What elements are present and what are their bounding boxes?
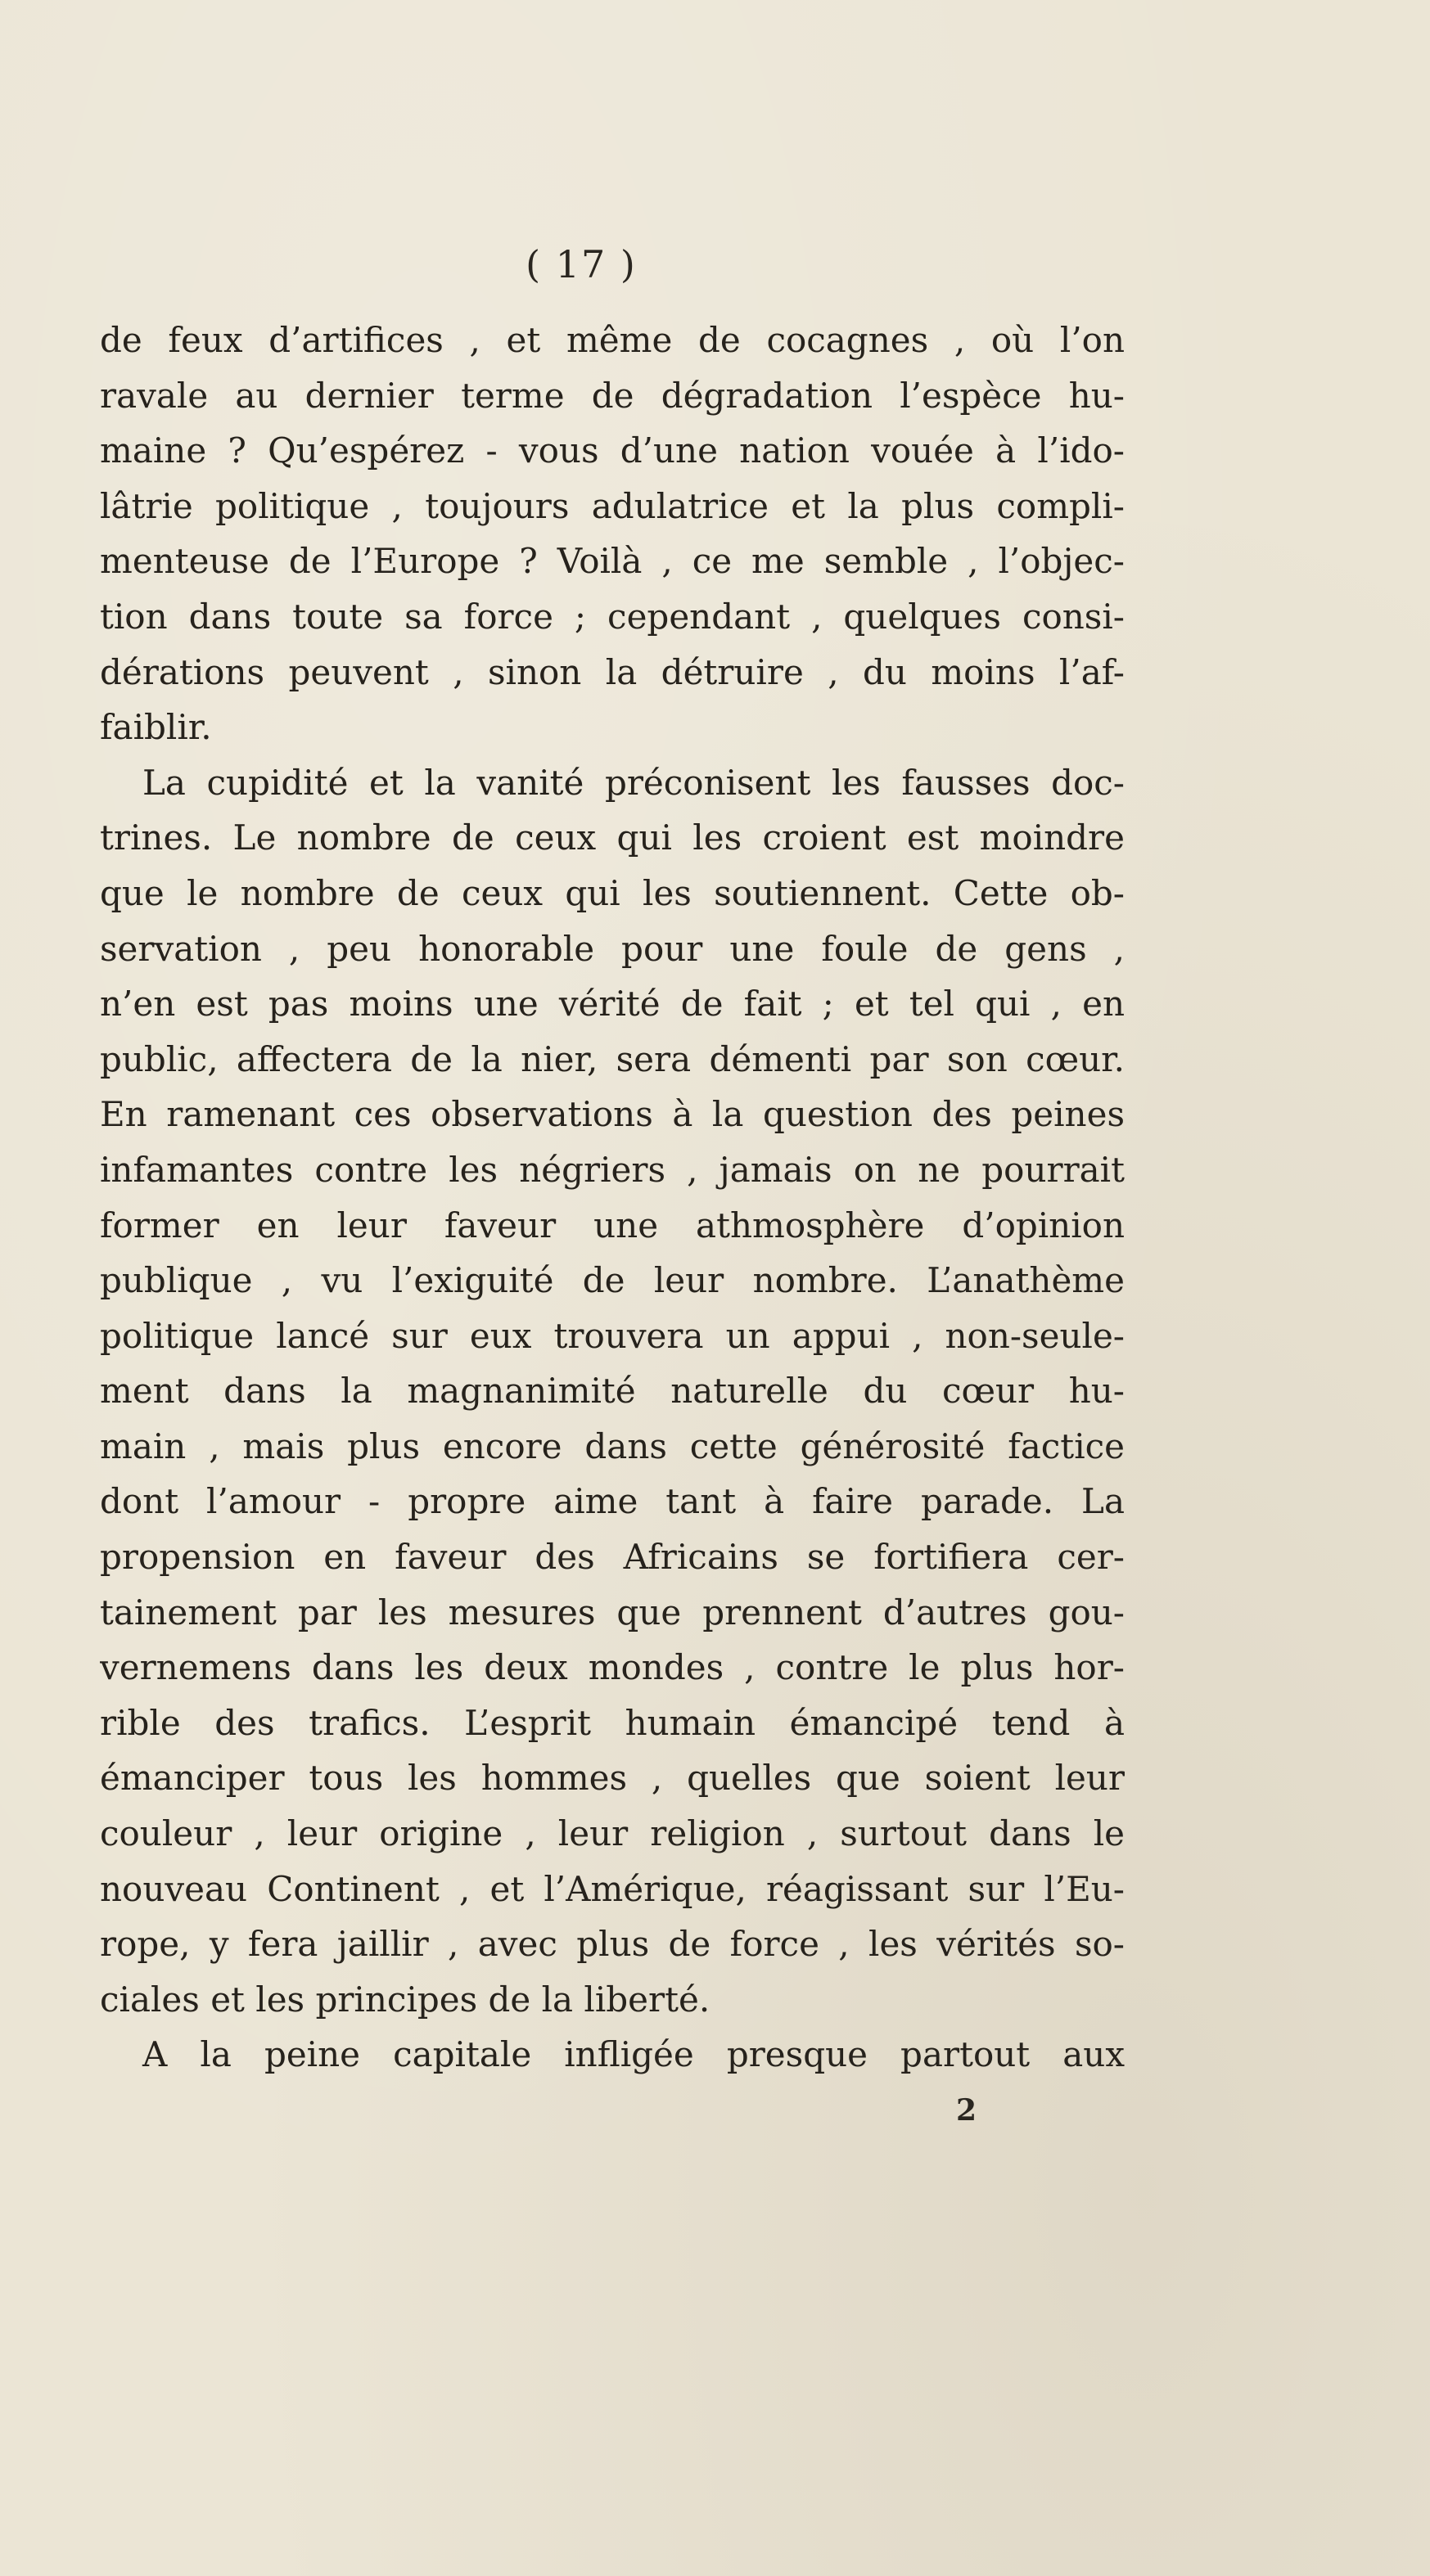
- text-line: de feux d’artifices , et même de cocagnes , où l’on: [100, 320, 1125, 360]
- text-line: La cupidité et la vanité préconisent les fausses doc-: [142, 762, 1125, 803]
- text-line: infamantes contre les négriers , jamais on ne pourrait: [100, 1149, 1125, 1190]
- text-line: menteuse de l’Europe ? Voilà , ce me semble , l’objec-: [100, 541, 1125, 582]
- page-number: ( 17 ): [526, 242, 637, 286]
- text-line: En ramenant ces observations à la question des peines: [100, 1094, 1125, 1135]
- text-line: maine ? Qu’espérez - vous d’une nation vouée à l’ido-: [100, 430, 1125, 471]
- text-line: vernemens dans les deux mondes , contre le plus hor-: [100, 1647, 1125, 1688]
- text-line: lâtrie politique , toujours adulatrice et la plus compli-: [100, 485, 1125, 526]
- text-line: ravale au dernier terme de dégradation l’espèce hu-: [100, 375, 1125, 416]
- text-line: former en leur faveur une athmosphère d’opinion: [100, 1205, 1125, 1245]
- text-line: trines. Le nombre de ceux qui les croient est moindre: [100, 817, 1125, 858]
- body-text: [100, 313, 1125, 2083]
- text-line: que le nombre de ceux qui les soutiennent. Cette ob-: [100, 872, 1125, 913]
- text-line: propension en faveur des Africains se fortifiera cer-: [100, 1537, 1125, 1578]
- text-line: main , mais plus encore dans cette générosité factice: [100, 1425, 1125, 1466]
- text-line: politique lancé sur eux trouvera un appui , non-seule-: [100, 1315, 1125, 1356]
- text-line: couleur , leur origine , leur religion , surtout dans le: [100, 1813, 1125, 1854]
- text-line: tion dans toute sa force ; cependant , quelques consi-: [100, 596, 1125, 637]
- text-line: faiblir.: [100, 707, 212, 748]
- text-line: rope, y fera jaillir , avec plus de force , les vérités so-: [100, 1924, 1125, 1965]
- text-line: émanciper tous les hommes , quelles que soient leur: [100, 1758, 1125, 1799]
- text-line: tainement par les mesures que prennent d’autres gou-: [100, 1592, 1125, 1633]
- text-line: n’en est pas moins une vérité de fait ; et tel qui , en: [100, 984, 1125, 1025]
- text-line: servation , peu honorable pour une foule de gens ,: [100, 928, 1125, 969]
- text-line: ment dans la magnanimité naturelle du cœur hu-: [100, 1371, 1125, 1412]
- text-line: ciales et les principes de la liberté.: [100, 1979, 710, 2020]
- signature-mark: 2: [956, 2093, 977, 2128]
- text-line: dont l’amour - propre aime tant à faire parade. La: [100, 1481, 1125, 1522]
- text-line: A la peine capitale infligée presque partout aux: [142, 2034, 1125, 2075]
- text-line: nouveau Continent , et l’Amérique, réagissant sur l’Eu-: [100, 1868, 1125, 1909]
- text-line: public, affectera de la nier, sera démenti par son cœur.: [100, 1038, 1125, 1079]
- text-line: dérations peuvent , sinon la détruire , du moins l’af-: [100, 651, 1125, 692]
- text-line: publique , vu l’exiguité de leur nombre. L’anathème: [100, 1260, 1125, 1301]
- text-line: rible des trafics. L’esprit humain émancipé tend à: [100, 1702, 1125, 1743]
